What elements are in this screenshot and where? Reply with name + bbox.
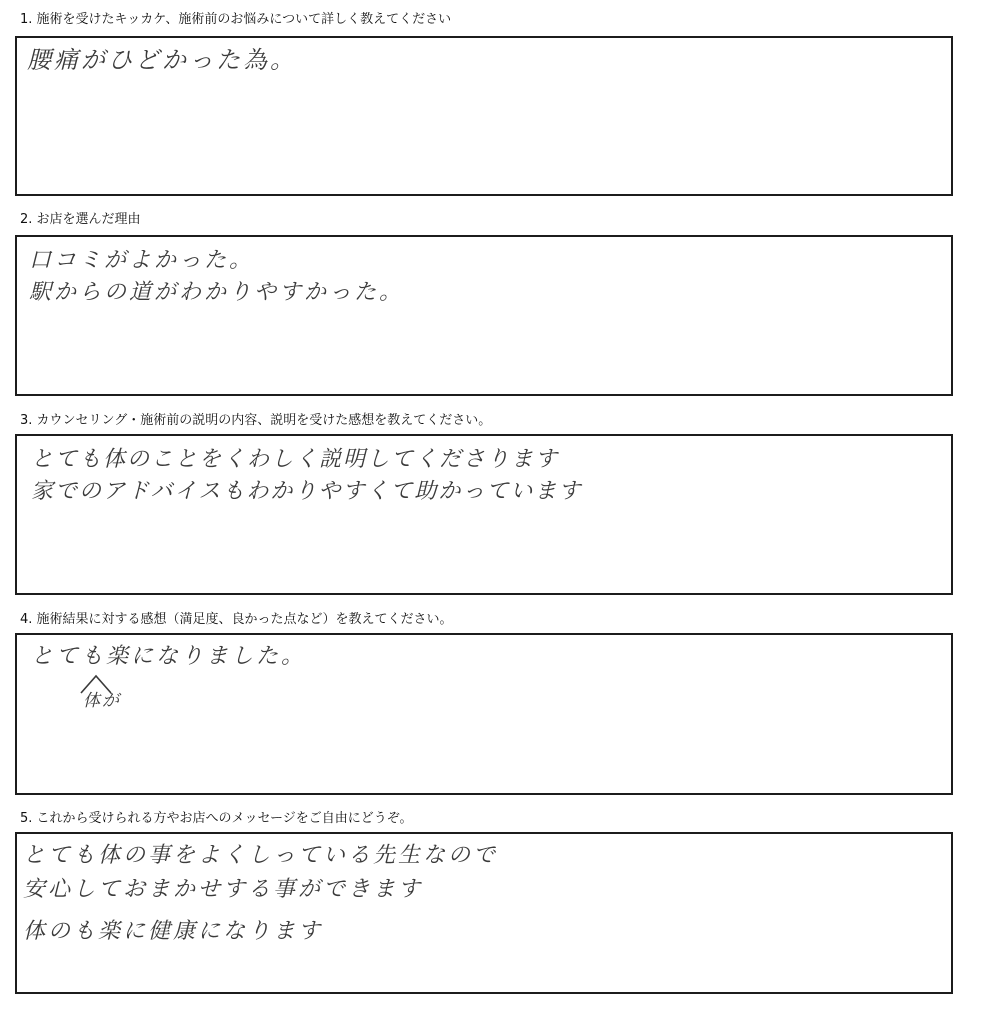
answer-5-line-3: 体のも楽に健康になります [23, 919, 324, 944]
answer-4-line-1: とても楽になりました。 [31, 644, 307, 669]
question-1-label: 1. 施術を受けたキッカケ、施術前のお悩みについて詳しく教えてください [20, 12, 452, 27]
answer-4-insertion: 体が [83, 691, 121, 711]
answer-2-line-1: 口コミがよかった。 [29, 248, 255, 273]
question-3-label: 3. カウンセリング・施術前の説明の内容、説明を受けた感想を教えてください。 [20, 413, 492, 428]
answer-box-1[interactable] [15, 36, 953, 196]
question-5-label: 5. これから受けられる方やお店へのメッセージをご自由にどうぞ。 [20, 811, 413, 826]
answer-box-5[interactable] [15, 832, 953, 994]
answer-5-line-2: 安心しておまかせする事ができます [23, 877, 424, 902]
answer-5-line-1: とても体の事をよくしっている先生なので [23, 843, 499, 868]
answer-1-line-1: 腰痛がひどかった為。 [27, 46, 297, 74]
question-2-label: 2. お店を選んだ理由 [20, 212, 141, 227]
answer-2-line-2: 駅からの道がわかりやすかった。 [29, 280, 405, 305]
answer-box-2[interactable] [15, 235, 953, 396]
answer-box-3[interactable] [15, 434, 953, 595]
answer-box-4[interactable] [15, 633, 953, 795]
question-4-label: 4. 施術結果に対する感想（満足度、良かった点など）を教えてください。 [20, 612, 453, 627]
answer-3-line-1: とても体のことをくわしく説明してくださります [31, 447, 560, 472]
answer-3-line-2: 家でのアドバイスもわかりやすくて助かっています [31, 479, 583, 504]
